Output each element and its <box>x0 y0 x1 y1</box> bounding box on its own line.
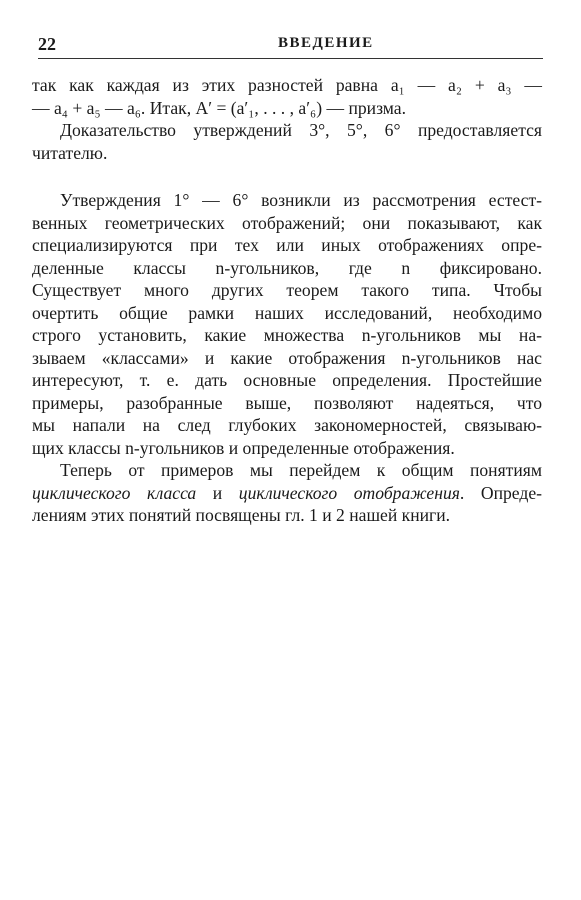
text-line: Доказательство утверждений 3°, 5°, 6° предоставляется <box>60 120 542 140</box>
header-rule <box>38 58 543 59</box>
italic-term: циклического отображения <box>238 482 460 503</box>
text-line: зываем «классами» и какие отображения n-угольников нас <box>32 347 542 368</box>
italic-term: циклического класса <box>32 482 197 503</box>
body-text <box>32 74 542 527</box>
text-line: мы напали на след глубоких закономерностей, связываю- <box>32 415 542 435</box>
text-line: Теперь от примеров мы перейдем к общим понятиям <box>60 460 542 480</box>
text-line: Существует много других теорем такого типа. Чтобы <box>32 280 542 300</box>
text-line: читателю. <box>32 142 108 163</box>
text-line-mixed <box>32 482 542 505</box>
paragraph-gap <box>72 164 542 189</box>
text-line: деленные классы n-угольников, где n фиксировано. <box>32 257 542 278</box>
page-number: 22 <box>38 34 56 54</box>
text-line: примеры, разобранные выше, позволяют надеяться, что <box>32 392 542 413</box>
text-fragment: . Опреде- <box>459 482 542 503</box>
text-line: интересуют, т. е. дать основные определения. Простейшие <box>32 370 542 390</box>
text-line: так как каждая из этих разностей равна a₁ — a₂ + a₃ — <box>32 75 542 95</box>
text-fragment: и <box>196 482 239 503</box>
text-line: щих классы n-угольников и определенные отображения. <box>32 437 455 458</box>
text-line: очертить общие рамки наших исследований, необходимо <box>32 302 542 323</box>
text-line: венных геометрических отображений; они показывают, как <box>32 212 542 233</box>
page-header <box>38 34 543 58</box>
text-line: лениям этих понятий посвящены гл. 1 и 2 нашей книги. <box>32 505 451 525</box>
text-line: строго установить, какие множества n-угольников мы на- <box>32 325 542 345</box>
running-head: ВВЕДЕНИЕ <box>278 35 374 51</box>
text-line: специализируются при тех или иных отображениях опре- <box>32 235 542 255</box>
text-line: — a₄ + a₅ — a₆. Итак, A′ = (a′₁, . . . , a′₆) — призма. <box>32 97 406 118</box>
text-line: Утверждения 1° — 6° возникли из рассмотрения естест- <box>60 190 542 210</box>
